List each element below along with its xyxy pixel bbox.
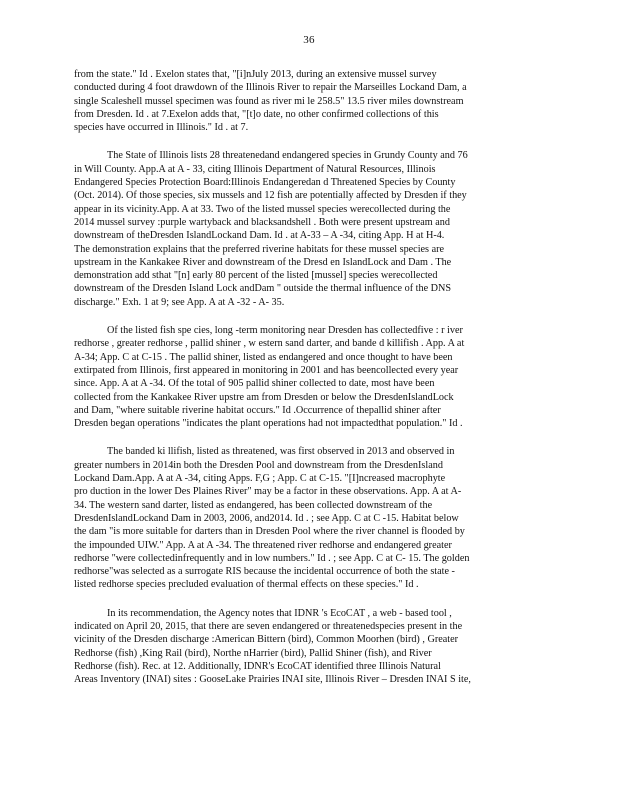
- text-line: DresdenIslandLockand Dam in 2003, 2006, and2014. Id . ; see App. C at C -15. Habitat below: [74, 512, 459, 524]
- text-line: from the state." Id . Exelon states that, "[i]nJuly 2013, during an extensive mussel survey: [74, 69, 437, 80]
- text-line: in Will County. App.A at A - 33, citing Illinois Department of Natural Resources, Illinois: [74, 163, 436, 175]
- text-line: from Dresden. Id . at 7.Exelon adds that, "[t]o date, no other confirmed collections of this: [74, 108, 439, 120]
- text-line: Endangered Species Protection Board:Illinois Endangeredan d Threatened Species by County: [74, 177, 456, 189]
- text-line: (Oct. 2014). Of those species, six mussels and 12 fish are potentially affected by Dresden if they: [74, 190, 467, 202]
- text-line: Lockand Dam.App. A at A -34, citing Apps. F,G ; App. C at C-15. "[I]ncreased macrophyte: [74, 473, 446, 485]
- text-line: vicinity of the Dresden discharge :American Bittern (bird), Common Moorhen (bird) , Greater: [74, 634, 458, 646]
- text-line: Of the listed fish spe cies, long -term monitoring near Dresden has collectedfive : r iver: [107, 325, 463, 337]
- text-line: pro duction in the lower Des Plaines River" may be a factor in these observations. App. A at A-: [74, 486, 462, 498]
- text-line: and Dam, "where suitable riverine habitat occurs." Id .Occurrence of thepallid shiner after: [74, 404, 441, 416]
- text-line: Redhorse (fish) ,King Rail (bird), Northe nHarrier (bird), Pallid Shiner (fish), and River: [74, 647, 432, 659]
- text-line: demonstration add sthat "[n] early 80 percent of the listed [mussel] species werecollected: [74, 270, 438, 282]
- text-line: greater numbers in 2014in both the Dresden Pool and downstream from the DresdenIsland: [74, 459, 443, 471]
- text-line: upstream in the Kankakee River and downstream of the Dresd en IslandLock and Dam . The: [74, 256, 452, 268]
- text-line: redhorse , greater redhorse , pallid shiner , w estern sand darter, and bande d killifish . App. A at: [74, 338, 465, 350]
- text-line: The demonstration explains that the preferred riverine habitats for these mussel species are: [74, 243, 445, 255]
- text-line: the impounded UIW." App. A at A -34. The threatened river redhorse and endangered greater: [74, 539, 452, 551]
- text-line: downstream of the Dresden Island Lock andDam " outside the thermal influence of the DNS: [74, 283, 452, 295]
- text-line: Dresden began operations "indicates the plant operations had not impactedthat population." Id .: [74, 418, 463, 430]
- text-line: listed redhorse species precluded evaluation of thermal effects on these species." Id .: [74, 579, 419, 591]
- text-line: extirpated from Illinois, first appeared in monitoring in 2001 and has beencollected every year: [74, 364, 459, 376]
- text-line: species have occurred in Illinois." Id . at 7.: [74, 122, 249, 134]
- text-line: 2014 mussel survey :purple wartyback and blacksandshell . Both were present upstream and: [74, 216, 450, 228]
- text-line: collected from the Kankakee River upstre am from Dresden or below the DresdenIslandLock: [74, 391, 454, 403]
- text-line: 34. The western sand darter, listed as endangered, has been collected downstream of the: [74, 499, 433, 511]
- text-line: redhorse"was selected as a surrogate RIS because the incidental occurrence of both the state -: [74, 566, 455, 578]
- text-line: since. App. A at A -34. Of the total of 905 pallid shiner collected to date, most have been: [74, 378, 435, 390]
- text-line: appear in its vicinity.App. A at 33. Two of the listed mussel species werecollected during the: [74, 203, 451, 215]
- text-line: Areas Inventory (INAI) sites : GooseLake Prairies INAI site, Illinois River – Dresden INAI S ite,: [74, 674, 471, 686]
- paragraph: [74, 68, 550, 134]
- page-number: 36: [303, 34, 315, 46]
- text-line: the dam "is more suitable for darters than in Dresden Pool where the river channel is flooded by: [74, 526, 465, 538]
- text-line: A-34; App. C at C-15 . The pallid shiner, listed as endangered and once thought to have been: [74, 351, 453, 363]
- text-line: In its recommendation, the Agency notes that IDNR 's EcoCAT , a web - based tool ,: [107, 607, 452, 619]
- body-text: [74, 68, 550, 701]
- text-line: redhorse "were collectedinfrequently and in low numbers." Id . ; see App. C at C- 15. The golden: [74, 552, 470, 564]
- paragraph: [74, 607, 550, 687]
- text-line: indicated on April 20, 2015, that there are seven endangered or threatenedspecies present in the: [74, 620, 463, 632]
- text-line: discharge." Exh. 1 at 9; see App. A at A -32 - A- 35.: [74, 296, 285, 308]
- paragraph: [74, 445, 550, 591]
- text-line: Redhorse (fish). Rec. at 12. Additionally, IDNR's EcoCAT identified three Illinois Natural: [74, 660, 441, 672]
- paragraph: [74, 324, 550, 430]
- text-line: The State of Illinois lists 28 threatenedand endangered species in Grundy County and 76: [107, 150, 468, 162]
- text-line: downstream of theDresden IslandLockand Dam. Id . at A-33 – A -34, citing App. H at H-4.: [74, 230, 445, 242]
- paragraph: [74, 149, 550, 309]
- text-line: conducted during 4 foot drawdown of the Illinois River to repair the Marseilles Lockand Dam, a: [74, 82, 467, 94]
- text-line: The banded ki llifish, listed as threatened, was first observed in 2013 and observed in: [107, 446, 455, 458]
- text-line: single Scaleshell mussel specimen was found as river mi le 258.5" 13.5 river miles downstream: [74, 95, 464, 107]
